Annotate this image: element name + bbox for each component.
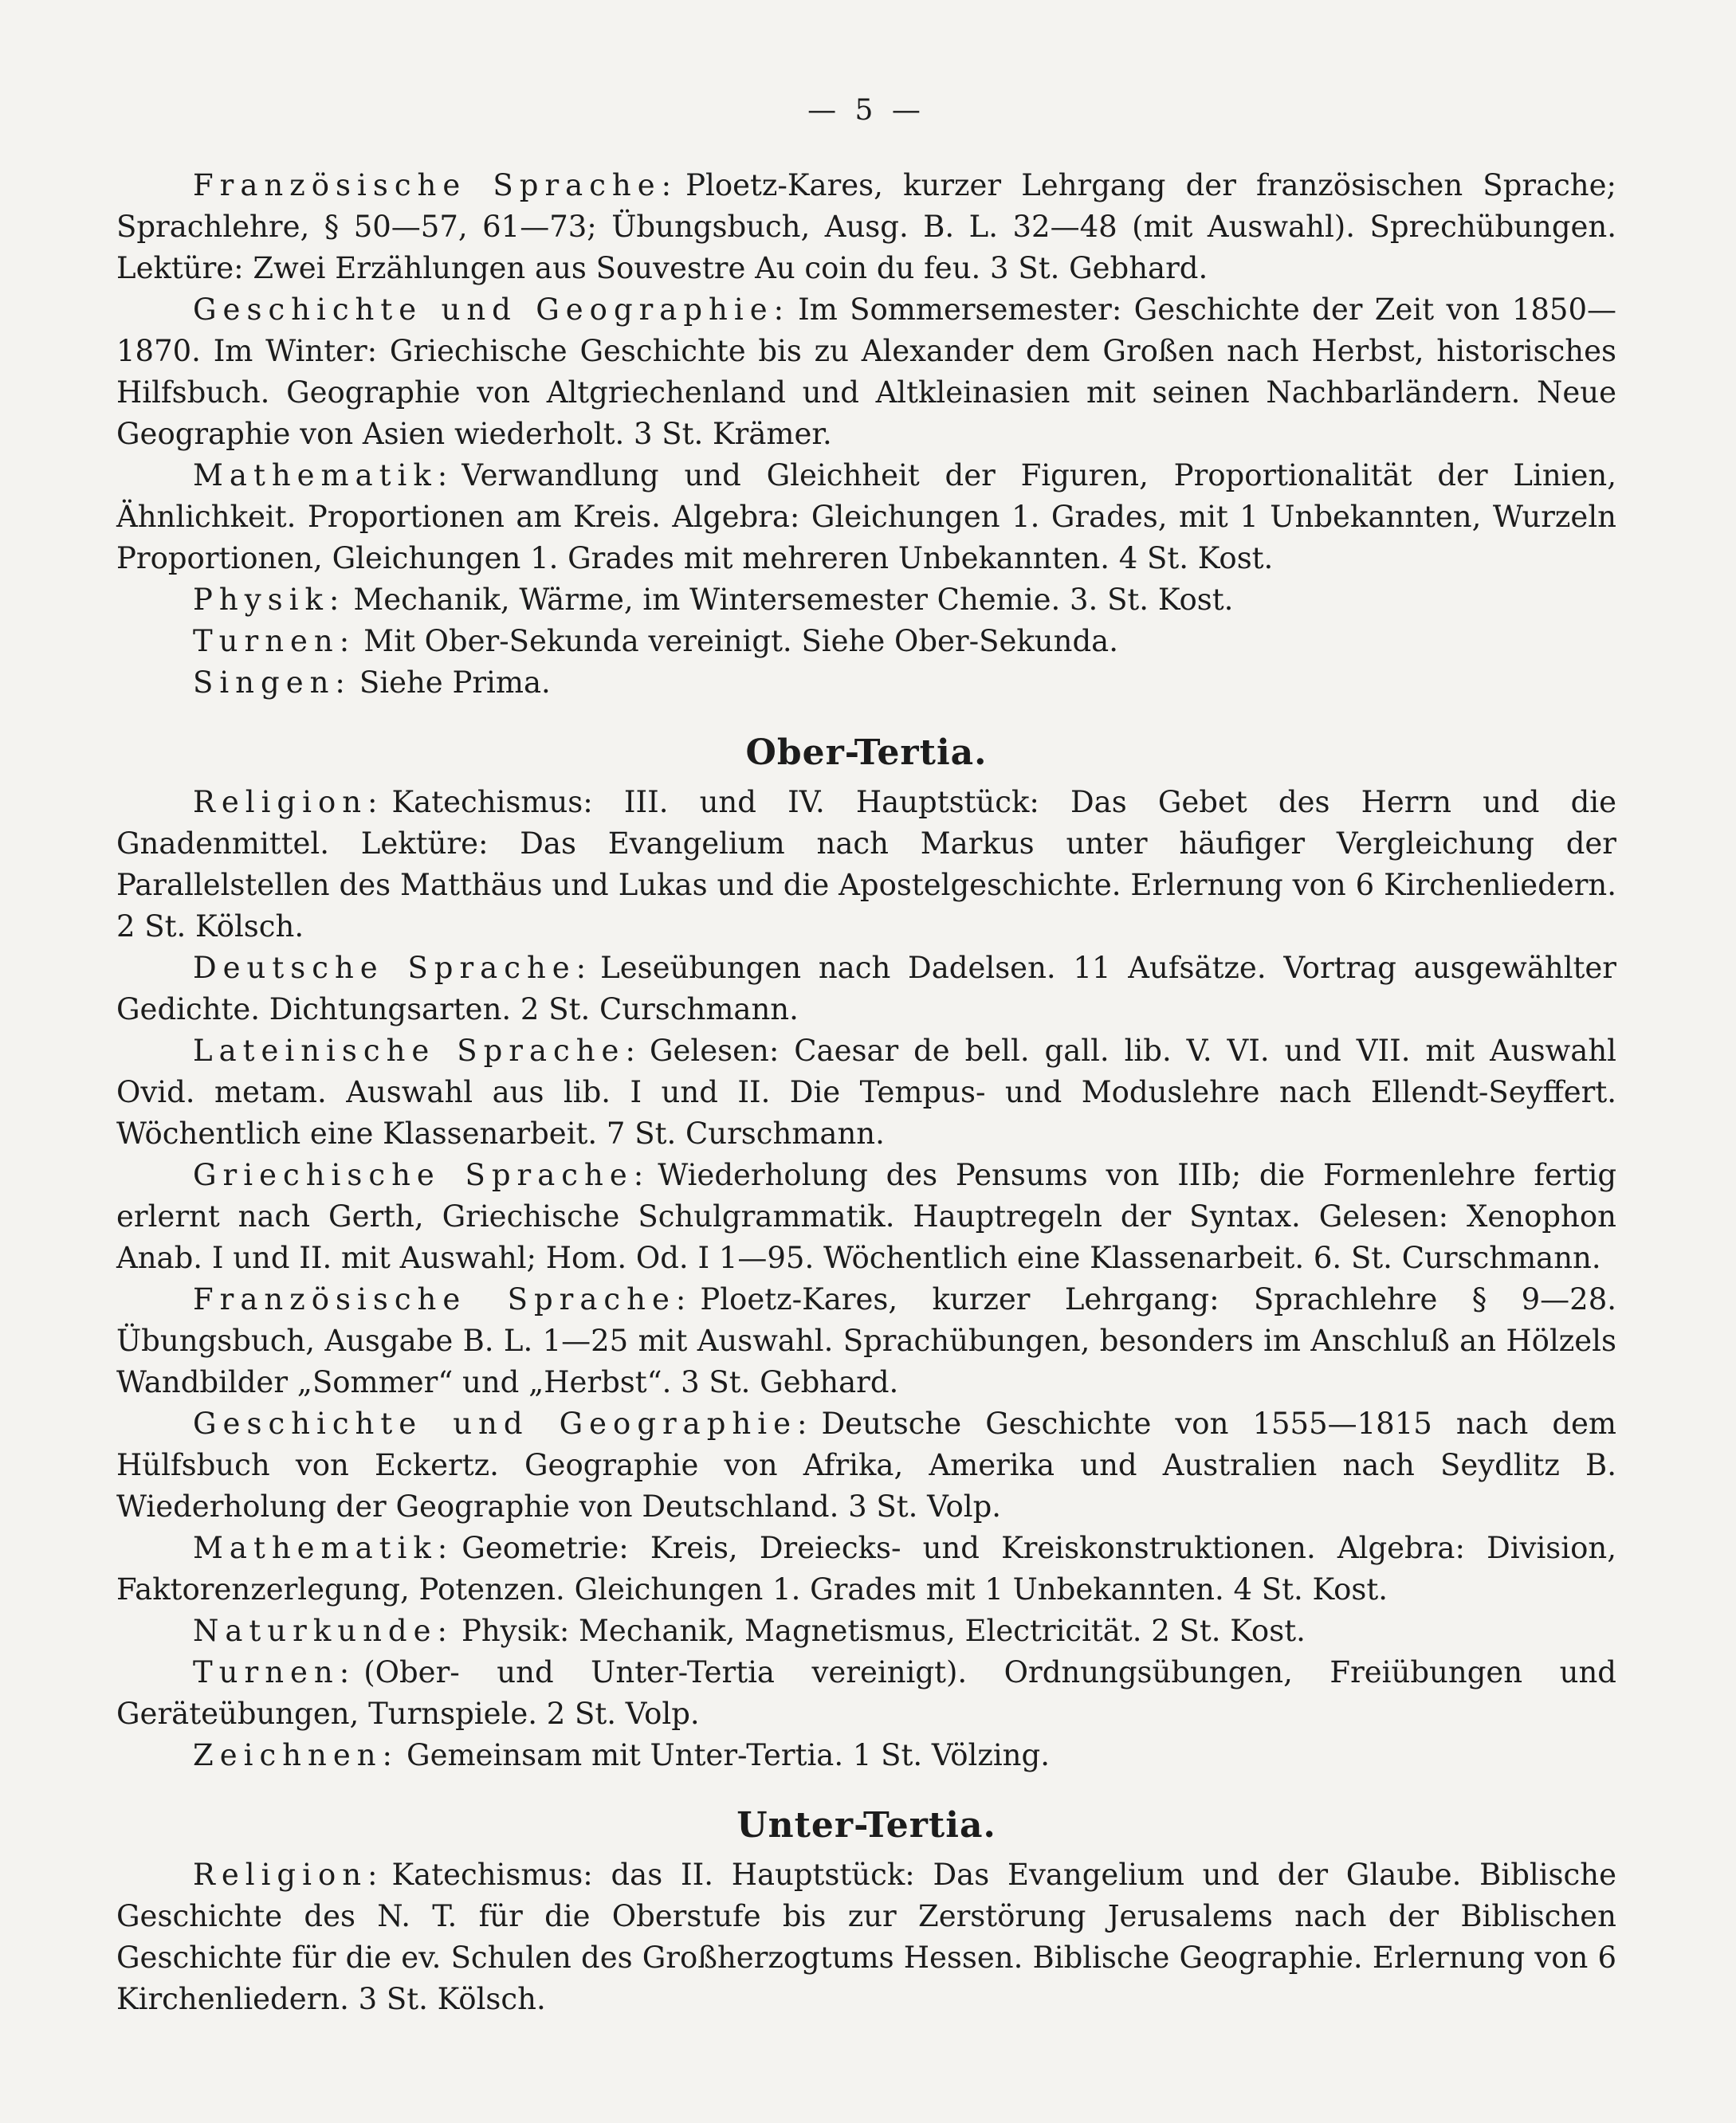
paragraph	[116, 1155, 1616, 1279]
subject-label: Zeichnen:	[193, 1738, 399, 1772]
paragraph-text: Gelesen: Caesar de bell. gall. lib. V. VI. und VII. mit Auswahl Ovid. metam. Auswahl aus lib. I und II. Die Tempus- und Moduslehre nach Ellendt-Seyffert. Wöchentlich eine Klassenarbeit. 7 St. Curschmann.	[116, 1034, 1617, 1151]
paragraph-text: Ploetz-Kares, kurzer Lehrgang: Sprachlehre § 9—28. Übungsbuch, Ausgabe B. L. 1—25 mit Auswahl. Sprachübungen, besonders im Anschluß an Hölzels Wandbilder „Sommer“ und „Herbst“. 3 St. Gebhard.	[116, 1282, 1616, 1399]
subject-label: Naturkunde:	[193, 1614, 454, 1648]
paragraph-text: Verwandlung und Gleichheit der Figuren, Proportionalität der Linien, Ähnlichkeit. Proportionen am Kreis. Algebra: Gleichungen 1. Grades, mit 1 Unbekannten, Wurzeln Proportionen, Gleichungen 1. Grades mit mehreren Unbekannten. 4 St. Kost.	[116, 458, 1616, 575]
subject-label: Lateinische Sprache:	[193, 1034, 642, 1068]
section-heading-ober-tertia: Ober-Tertia.	[745, 732, 988, 773]
paragraph	[116, 662, 1616, 704]
paragraph-text: Ploetz-Kares, kurzer Lehrgang der französischen Sprache; Sprachlehre, § 50—57, 61—73; Übungsbuch, Ausg. B. L. 32—48 (mit Auswahl). Sprechübungen. Lektüre: Zwei Erzählungen aus Souvestre Au coin du feu. 3 St. Gebhard.	[116, 168, 1617, 285]
paragraph	[116, 1611, 1616, 1652]
paragraph	[116, 1854, 1616, 2020]
paragraph-text: Im Sommersemester: Geschichte der Zeit von 1850—1870. Im Winter: Griechische Geschichte bis zu Alexander dem Großen nach Herbst, historisches Hilfsbuch. Geographie von Altgriechenland und Altkleinasien mit seinen Nachbarländern. Neue Geographie von Asien wiederholt. 3 St. Krämer.	[116, 292, 1616, 451]
paragraph-text: Mechanik, Wärme, im Wintersemester Chemie. 3. St. Kost.	[353, 583, 1234, 617]
subject-label: Singen:	[193, 665, 352, 700]
subject-label: Griechische Sprache:	[193, 1158, 650, 1192]
section-heading-unter-tertia: Unter-Tertia.	[736, 1805, 996, 1846]
subject-label: Religion:	[193, 1858, 384, 1892]
paragraph-text: Wiederholung des Pensums von IIIb; die Formenlehre fertig erlernt nach Gerth, Griechische Schulgrammatik. Hauptregeln der Syntax. Gelesen: Xenophon Anab. I und II. mit Auswahl; Hom. Od. I 1—95. Wöchentlich eine Klassenarbeit. 6. St. Curschmann.	[116, 1158, 1617, 1275]
subject-label: Französische Sprache:	[193, 1282, 693, 1317]
paragraph	[116, 289, 1616, 455]
paragraph	[116, 1652, 1616, 1735]
subject-label: Geschichte und Geographie:	[193, 292, 791, 327]
subject-label: Turnen:	[193, 624, 356, 658]
paragraph	[116, 579, 1616, 621]
subject-label: Turnen:	[193, 1655, 356, 1689]
paragraph-text: Deutsche Geschichte von 1555—1815 nach dem Hülfsbuch von Eckertz. Geographie von Afrika, Amerika und Australien nach Seydlitz B. Wiederholung der Geographie von Deutschland. 3 St. Volp.	[116, 1407, 1616, 1524]
paragraph	[116, 1528, 1616, 1611]
paragraph	[116, 621, 1616, 662]
page-number: — 5 —	[807, 94, 925, 127]
paragraph-text: Physik: Mechanik, Magnetismus, Electricität. 2 St. Kost.	[461, 1614, 1306, 1648]
paragraph	[116, 1279, 1616, 1403]
section-ober-tertia	[116, 782, 1616, 1776]
paragraph-text: (Ober- und Unter-Tertia vereinigt). Ordnungsübungen, Freiübungen und Geräteübungen, Turnspiele. 2 St. Volp.	[116, 1655, 1616, 1731]
paragraph	[116, 948, 1616, 1030]
subject-label: Mathematik:	[193, 1531, 454, 1565]
paragraph	[116, 1735, 1616, 1776]
paragraph-text: Leseübungen nach Dadelsen. 11 Aufsätze. Vortrag ausgewählter Gedichte. Dichtungsarten. 2 St. Curschmann.	[116, 951, 1616, 1026]
paragraph-text: Siehe Prima.	[359, 665, 551, 700]
paragraph	[116, 455, 1616, 579]
subject-label: Deutsche Sprache:	[193, 951, 593, 985]
subject-label: Mathematik:	[193, 458, 454, 492]
subject-label: Religion:	[193, 785, 384, 819]
paragraph	[116, 1030, 1616, 1155]
subject-label: Physik:	[193, 583, 346, 617]
paragraph-text: Geometrie: Kreis, Dreiecks- und Kreiskonstruktionen. Algebra: Division, Faktorenzerlegung, Potenzen. Gleichungen 1. Grades mit 1 Unbekannten. 4 St. Kost.	[116, 1531, 1616, 1607]
paragraph-text: Mit Ober-Sekunda vereinigt. Siehe Ober-Sekunda.	[363, 624, 1118, 658]
section-continued	[116, 165, 1616, 704]
paragraph	[116, 1403, 1616, 1528]
paragraph-text: Gemeinsam mit Unter-Tertia. 1 St. Völzing.	[407, 1738, 1050, 1772]
paragraph	[116, 782, 1616, 948]
paragraph	[116, 165, 1616, 289]
paragraph-text: Katechismus: das II. Hauptstück: Das Evangelium und der Glaube. Biblische Geschichte des N. T. für die Oberstufe bis zur Zerstörung Jerusalems nach der Biblischen Geschichte für die ev. Schulen des Großherzogtums Hessen. Biblische Geographie. Erlernung von 6 Kirchenliedern. 3 St. Kölsch.	[116, 1858, 1616, 2016]
subject-label: Geschichte und Geographie:	[193, 1407, 814, 1441]
section-unter-tertia	[116, 1854, 1616, 2020]
subject-label: Französische Sprache:	[193, 168, 678, 202]
paragraph-text: Katechismus: III. und IV. Hauptstück: Das Gebet des Herrn und die Gnadenmittel. Lektüre: Das Evangelium nach Markus unter häufiger Vergleichung der Parallelstellen des Matthäus und Lukas und die Apostelgeschichte. Erlernung von 6 Kirchenliedern. 2 St. Kölsch.	[116, 785, 1616, 944]
